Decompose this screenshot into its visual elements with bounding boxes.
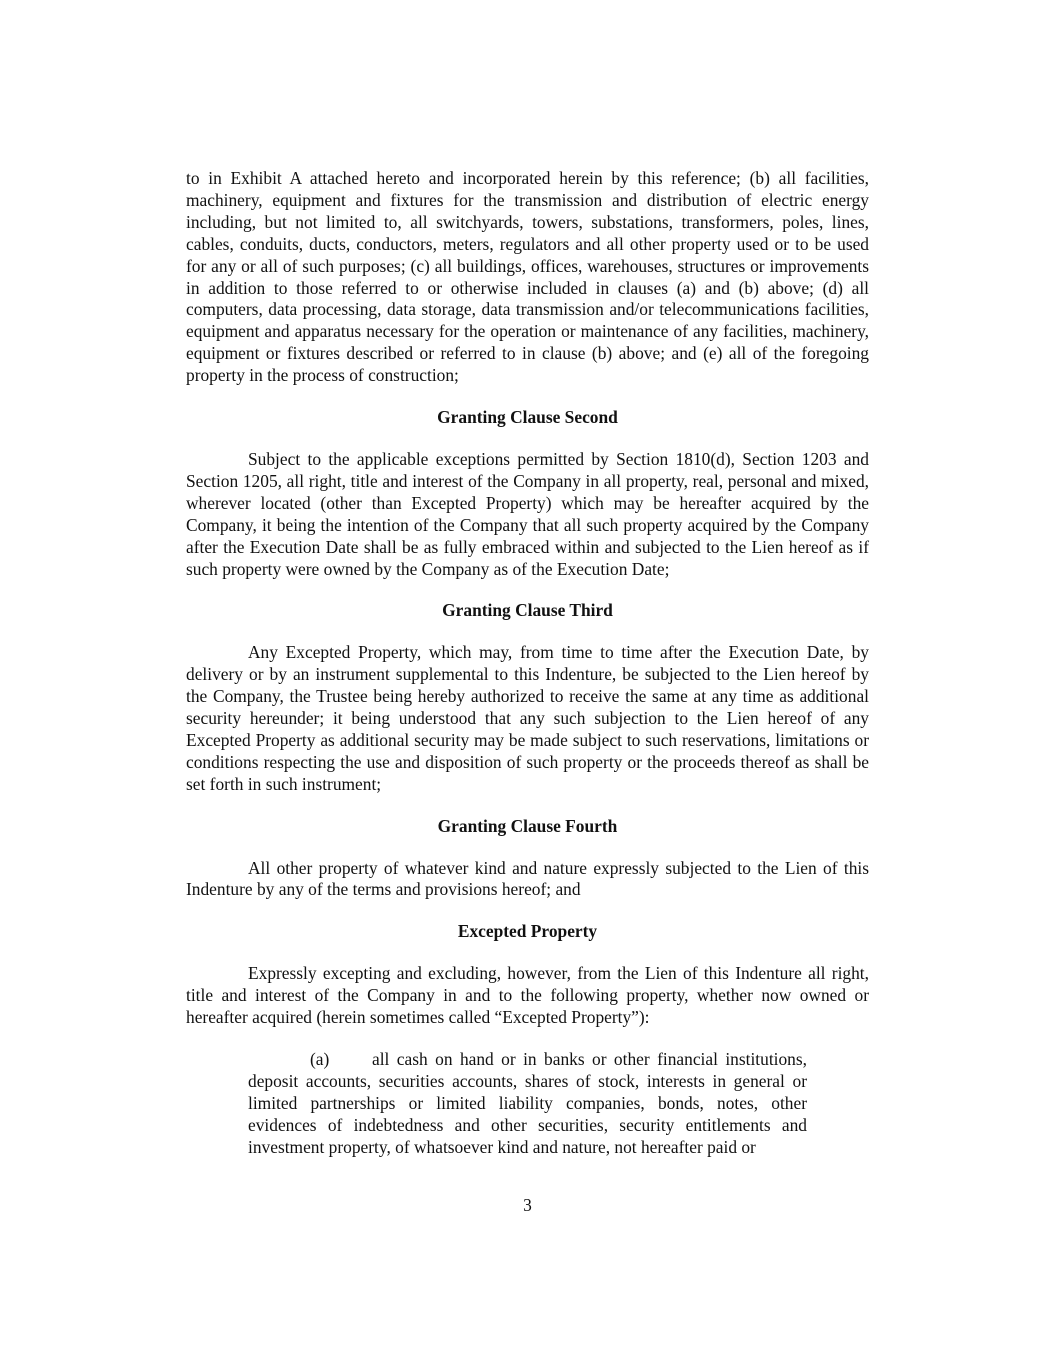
section-granting-clause-third (186, 600, 869, 795)
section-paragraph: Expressly excepting and excluding, however, from the Lien of this Indenture all right, title and interest of the Company in and to the following property, whether now owned or hereafter acquired (herein sometimes called “Excepted Property”): (186, 963, 869, 1028)
section-paragraph: Any Excepted Property, which may, from time to time after the Execution Date, by delivery or by an instrument supplemental to this Indenture, be subjected to the Lien hereof by the Company, the Trustee being hereby authorized to receive the same at any time as additional security hereunder; it being understood that any such subjection to the Lien hereof of any Excepted Property as additional security may be made subject to such reservations, limitations or conditions respecting the use and disposition of such property or the proceeds thereof as shall be set forth in such instrument; (186, 642, 869, 794)
section-heading: Granting Clause Third (442, 600, 613, 621)
section-granting-clause-fourth (186, 816, 869, 902)
clause-a-label: (a) (310, 1049, 330, 1069)
section-paragraph: All other property of whatever kind and nature expressly subjected to the Lien of this Indenture by any of the terms and provisions hereof; and (186, 857, 869, 900)
section-heading: Excepted Property (457, 921, 598, 942)
clause-a-block (248, 1049, 807, 1159)
section-paragraph: Subject to the applicable exceptions permitted by Section 1810(d), Section 1203 and Section 1205, all right, title and interest of the Company in all property, real, personal and mixed, wherever located (other than Excepted Property) which may be hereafter acquired by the Company, it being the intention of the Company that all such property acquired by the Company after the Execution Date shall be as fully embraced within and subjected to the Lien hereof as if such property were owned by the Company as of the Execution Date; (186, 448, 869, 579)
section-heading: Granting Clause Second (437, 407, 618, 428)
section-excepted-property (186, 921, 869, 1029)
page-number: 3 (523, 1195, 532, 1215)
clause-a-text: all cash on hand or in banks or other financial institutions, deposit accounts, securities accounts, shares of stock, interests in general or limited partnerships or limited liability companies, bonds, notes, other evidences of indebtedness and other securities, security entitlements and investment property, of whatsoever kind and nature, not hereafter paid or (248, 1049, 807, 1157)
section-heading: Granting Clause Fourth (437, 815, 618, 836)
page-body (186, 168, 869, 1159)
intro-paragraph: to in Exhibit A attached hereto and incorporated herein by this reference; (b) all facilities, machinery, equipment and fixtures for the transmission and distribution of electric energy including, but not limited to, all switchyards, towers, substations, transformers, poles, lines, cables, conduits, ducts, conductors, meters, regulators and all other property used or to be used for any or all of such purposes; (c) all buildings, offices, warehouses, structures or improvements in addition to those referred to or otherwise included in clauses (a) and (b) above; (d) all computers, data processing, data storage, data transmission and/or telecommunications facilities, equipment and apparatus necessary for the operation or maintenance of any facilities, machinery, equipment or fixtures described or referred to in clause (b) above; and (e) all of the foregoing property in the process of construction; (186, 168, 869, 386)
section-granting-clause-second (186, 407, 869, 580)
